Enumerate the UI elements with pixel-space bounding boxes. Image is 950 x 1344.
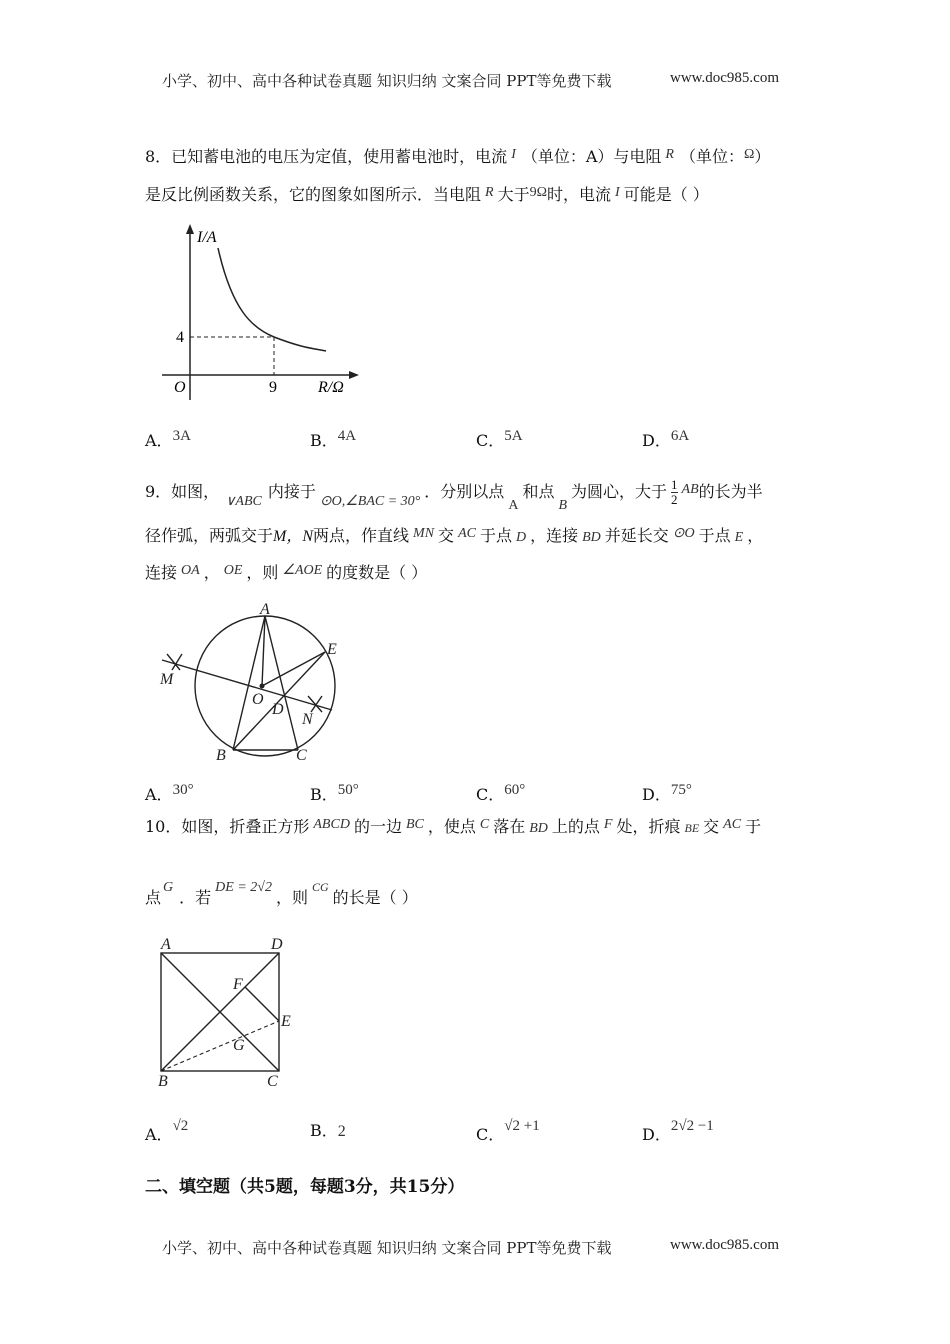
label-m: M	[160, 671, 174, 688]
q8-text: 大于	[497, 185, 530, 204]
q9-option-a[interactable]	[145, 782, 194, 805]
q10-text: ，使点	[427, 817, 476, 836]
option-label: D．	[642, 1125, 671, 1144]
option-value: 50°	[337, 782, 359, 798]
option-label: B．	[310, 1121, 338, 1140]
option-label: A．	[145, 785, 173, 804]
q10-text: 10．如图，折叠正方形	[145, 817, 310, 836]
q9-text: 径作弧，两弧交于	[145, 526, 274, 545]
x-axis-label: R/Ω	[318, 379, 344, 396]
q9-text: 的长为半	[698, 482, 763, 501]
q9-text: ，	[203, 563, 220, 582]
q8-option-d[interactable]	[642, 428, 689, 451]
q8-option-c[interactable]	[476, 428, 523, 451]
label-g: G	[233, 1037, 245, 1054]
segment-ac	[265, 616, 298, 750]
label-d: D	[272, 701, 284, 718]
q10-bc: BC	[405, 817, 424, 832]
q8-omega: Ω	[744, 147, 755, 162]
segment-fe	[245, 987, 279, 1021]
x-tick-9: 9	[269, 379, 277, 396]
q8-text: 是反比例函数关系，它的图象如图所示．当电阻	[145, 185, 482, 204]
q8-option-b[interactable]	[310, 428, 356, 451]
label-n: N	[302, 711, 313, 728]
option-value: 3A	[172, 428, 191, 444]
option-value: 2	[337, 1123, 346, 1140]
x-axis-arrow	[349, 371, 359, 379]
q9-bd: BD	[582, 530, 601, 545]
q9-text: ，	[747, 526, 764, 545]
q9-text: ，则	[246, 563, 279, 582]
center-dot	[260, 684, 265, 689]
q8-text: 时，电流	[547, 185, 612, 204]
q10-de: DE = 2√2	[215, 880, 272, 895]
q9-figure	[150, 600, 350, 765]
option-label: B．	[310, 785, 338, 804]
option-label: D．	[642, 431, 671, 450]
option-value: 6A	[670, 428, 690, 444]
q10-f: F	[603, 817, 613, 832]
q9-triangle: ∨ABC	[225, 494, 262, 509]
q10-option-b[interactable]	[310, 1118, 346, 1141]
option-value: 60°	[504, 782, 526, 798]
origin-label: O	[174, 379, 186, 396]
y-axis-label: I/A	[197, 229, 217, 246]
q10-ac: AC	[723, 817, 742, 832]
option-label: B．	[310, 431, 338, 450]
q8-var-R: R	[665, 147, 674, 162]
q9-ab: AB	[681, 482, 699, 497]
q9-text: 和点	[522, 482, 555, 501]
q10-text: 落在	[493, 817, 526, 836]
option-label: C．	[476, 1125, 505, 1144]
option-value: 75°	[670, 782, 692, 798]
option-value: √2 +1	[504, 1118, 540, 1134]
q8-text: （单位：A）与电阻	[521, 147, 662, 166]
q9-text: ，连接	[530, 526, 579, 545]
option-value: 30°	[172, 782, 194, 798]
q9-text: 的度数是（ ）	[326, 563, 428, 582]
segment-oe	[262, 652, 325, 686]
q9-circle-o: ⊙O	[672, 526, 695, 541]
circle-o	[195, 616, 335, 756]
option-label: C．	[476, 431, 505, 450]
y-tick-4: 4	[176, 329, 184, 346]
q10-text: 交	[703, 817, 720, 836]
q9-text: ．分别以点	[424, 482, 505, 501]
q8-text: ）	[754, 147, 771, 166]
header-url[interactable]: www.doc985.com	[670, 70, 780, 86]
q9-oa: OA	[181, 563, 200, 578]
inverse-curve	[218, 248, 326, 351]
label-c: C	[267, 1073, 278, 1090]
q9-mn-points: M，N	[273, 528, 314, 545]
option-label: A．	[145, 1125, 173, 1144]
q10-text: 于	[745, 817, 762, 836]
q9-ac: AC	[458, 526, 476, 541]
label-a: A	[161, 936, 171, 953]
label-d: D	[271, 936, 283, 953]
option-label: A．	[145, 431, 173, 450]
q9-angle-aoe: ∠AOE	[282, 563, 323, 578]
label-e: E	[281, 1013, 291, 1030]
q9-condition: ⊙O,∠BAC = 30°	[319, 494, 421, 509]
option-value: 4A	[337, 428, 357, 444]
q8-text: （单位：	[679, 147, 744, 166]
q10-cg: CG	[311, 880, 329, 894]
q10-g: G	[163, 880, 174, 895]
q9-oe: OE	[223, 563, 243, 578]
q10-text: 的一边	[353, 817, 402, 836]
q10-text: 处，折痕	[616, 817, 681, 836]
q10-figure	[150, 935, 330, 1090]
option-label: D．	[642, 785, 671, 804]
q8-var-I: I	[511, 147, 516, 162]
q9-text: 9．如图，	[145, 482, 220, 501]
q8-nine-ohm: 9Ω	[529, 185, 547, 200]
section-title: 二、填空题（共5题，每题3分，共15分）	[145, 1177, 465, 1197]
q9-e: E	[734, 530, 744, 545]
q9-mn: MN	[413, 526, 435, 541]
q10-text: ．若	[179, 888, 212, 907]
q10-option-d[interactable]	[642, 1118, 714, 1145]
q10-option-a[interactable]	[145, 1118, 188, 1145]
q10-text: 的长是（ ）	[332, 888, 418, 907]
q9-option-c[interactable]	[476, 782, 525, 805]
y-axis-arrow	[186, 224, 194, 234]
label-c: C	[296, 747, 307, 764]
label-b: B	[158, 1073, 168, 1090]
q9-text: 为圆心，大于	[571, 482, 668, 501]
q10-option-c[interactable]	[476, 1118, 540, 1145]
label-a: A	[260, 601, 270, 618]
q9-d: D	[515, 530, 527, 545]
q8-text: 可能是（ ）	[623, 185, 709, 204]
q8-var-R: R	[485, 185, 494, 200]
crease-be	[161, 1021, 279, 1071]
header-text: 小学、初中、高中各种试卷真题 知识归纳 文案合同 PPT等免费下载	[162, 72, 612, 90]
line-mn	[162, 660, 332, 710]
option-value: 5A	[504, 428, 523, 444]
q8-var-I: I	[615, 185, 620, 200]
option-label: C．	[476, 785, 505, 804]
q9-option-b[interactable]	[310, 782, 359, 805]
q8-option-a[interactable]	[145, 428, 191, 451]
q10-c: C	[479, 817, 490, 832]
footer-text: 小学、初中、高中各种试卷真题 知识归纳 文案合同 PPT等免费下载	[162, 1239, 612, 1257]
label-e: E	[327, 641, 337, 658]
q10-abcd: ABCD	[313, 817, 350, 832]
q9-text: 于点	[479, 526, 512, 545]
q10-bd: BD	[529, 821, 548, 836]
q8-graph	[150, 220, 370, 410]
q9-text: 连接	[145, 563, 178, 582]
option-value: √2	[172, 1118, 189, 1134]
q9-text: 交	[438, 526, 455, 545]
q10-be: BE	[684, 821, 700, 835]
footer-url[interactable]: www.doc985.com	[670, 1237, 780, 1253]
q9-fraction: $\frac{1}{2}$	[671, 477, 678, 507]
q9-option-d[interactable]	[642, 782, 692, 805]
q9-text: 内接于	[267, 482, 316, 501]
q10-text: ，则	[275, 888, 308, 907]
option-value: 2√2 −1	[670, 1118, 714, 1134]
q9-text: 于点	[698, 526, 731, 545]
q10-text: 上的点	[551, 817, 600, 836]
q9-text: 两点，作直线	[313, 526, 410, 545]
label-f: F	[233, 976, 243, 993]
q8-text: 8．已知蓄电池的电压为定值，使用蓄电池时，电流	[145, 147, 508, 166]
q9-point-a: A	[508, 498, 519, 513]
label-b: B	[216, 747, 226, 764]
label-o: O	[252, 691, 264, 708]
q9-point-b: B	[558, 498, 568, 513]
q9-text: 并延长交	[604, 526, 669, 545]
q10-text: 点	[145, 888, 162, 907]
